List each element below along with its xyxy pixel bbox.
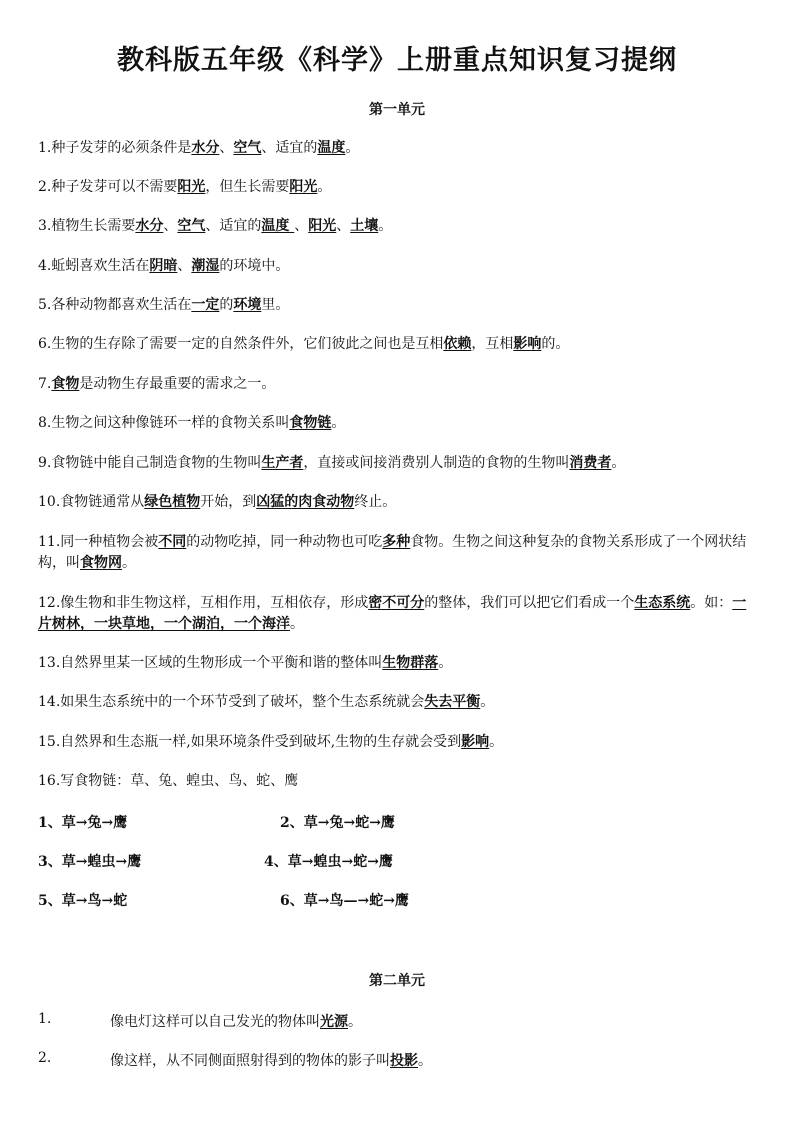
key-term: 生产者 (261, 455, 304, 471)
key-term: 阳光 (308, 218, 337, 234)
document-title: 教科版五年级《科学》上册重点知识复习提纲 (117, 45, 677, 76)
text-run: 14.如果生态系统中的一个环节受到了破坏，整个生态系统就会 (38, 694, 425, 710)
text-run: 、 (294, 218, 309, 234)
text-run: 是动物生存最重要的需求之一。 (79, 376, 276, 392)
key-term: 食物网 (80, 555, 122, 571)
unit2-item-text (110, 1011, 362, 1031)
key-term: 水分 (191, 140, 220, 156)
text-run: 16.写食物链：草、兔、蝗虫、鸟、蛇、鹰 (38, 773, 299, 789)
text-run: 2.种子发芽可以不需要 (38, 179, 178, 195)
text-run: 。 (122, 555, 136, 571)
text-run: 7. (38, 376, 52, 392)
key-term: 不同 (158, 534, 187, 550)
unit1-item (38, 593, 760, 635)
text-run: 食物。生物之间这种复杂的食物关系形成了一个网状结构，叫 (38, 534, 747, 571)
key-term: 密不可分 (368, 595, 425, 611)
key-term: 一片树林，一块草地，一个湖泊，一个海洋 (38, 595, 747, 632)
unit1-item (38, 334, 760, 355)
text-run: 。 (317, 179, 332, 195)
food-chain-4: 4、草→蝗虫→蛇→鹰 (264, 854, 393, 870)
key-term: 阳光 (289, 179, 318, 195)
food-chain-1: 1、草→兔→鹰 (38, 815, 128, 831)
key-term: 多种 (382, 534, 411, 550)
text-run: 、适宜的 (205, 218, 262, 234)
text-run: 的 (219, 297, 234, 313)
text-run: 。 (348, 1014, 362, 1030)
key-term: 空气 (177, 218, 206, 234)
text-run: 15.自然界和生态瓶一样,如果环境条件受到破坏,生物的生存就会受到 (38, 734, 462, 750)
key-term: 土壤 (350, 218, 379, 234)
unit2-item-text (110, 1050, 432, 1070)
key-term: 一定 (191, 297, 220, 313)
text-run: 的。 (541, 336, 570, 352)
unit1-item (38, 295, 760, 316)
unit1-item (38, 216, 760, 237)
text-run: 。 (378, 218, 393, 234)
unit2-item-number: 2. (38, 1050, 52, 1066)
unit1-heading: 第一单元 (369, 102, 425, 118)
text-run: 。 (418, 1053, 432, 1069)
text-run: 里。 (261, 297, 290, 313)
text-run: 。 (438, 655, 453, 671)
text-run: 的动物吃掉，同一种动物也可吃 (186, 534, 383, 550)
key-term: 依赖 (443, 336, 472, 352)
text-run: 5.各种动物都喜欢生活在 (38, 297, 192, 313)
text-run: ，直接或间接消费别人制造的食物的生物叫 (303, 455, 570, 471)
text-run: 的环境中。 (219, 258, 290, 274)
unit1-item (38, 771, 760, 792)
unit1-item (38, 374, 760, 395)
text-run: 、 (163, 218, 178, 234)
key-term: 阳光 (177, 179, 206, 195)
key-term: 光源 (320, 1014, 348, 1030)
unit2-item-number: 1. (38, 1011, 52, 1027)
key-term: 水分 (135, 218, 164, 234)
text-run: ，但生长需要 (205, 179, 290, 195)
text-run: 、 (336, 218, 351, 234)
text-run: 像电灯这样可以自己发光的物体叫 (110, 1014, 320, 1030)
text-run: 的整体，我们可以把它们看成一个 (424, 595, 635, 611)
unit1-item (38, 453, 760, 474)
text-run: 13.自然界里某一区域的生物形成一个平衡和谐的整体叫 (38, 655, 383, 671)
food-chain-5: 5、草→鸟→蛇 (38, 893, 128, 909)
unit1-item (38, 256, 760, 277)
text-run: 3.植物生长需要 (38, 218, 136, 234)
text-run: 像这样，从不同侧面照射得到的物体的影子叫 (110, 1053, 390, 1069)
text-run: 6.生物的生存除了需要一定的自然条件外，它们彼此之间也是互相 (38, 336, 444, 352)
text-run: 。 (331, 415, 346, 431)
text-run: 9.食物链中能自己制造食物的生物叫 (38, 455, 262, 471)
key-term: 空气 (233, 140, 262, 156)
key-term: 阴暗 (149, 258, 178, 274)
unit1-item (38, 492, 760, 513)
key-term: 凶猛的肉食动物 (256, 494, 355, 510)
key-term: 温度 (261, 218, 295, 234)
key-term: 消费者 (569, 455, 612, 471)
unit1-item (38, 532, 760, 574)
text-run: 开始，到 (200, 494, 257, 510)
text-run: 终止。 (354, 494, 397, 510)
key-term: 食物 (51, 376, 80, 392)
unit1-item (38, 413, 760, 434)
key-term: 环境 (233, 297, 262, 313)
text-run: 、适宜的 (261, 140, 318, 156)
text-run: 、 (219, 140, 234, 156)
unit2-heading: 第二单元 (369, 973, 425, 989)
unit1-item (38, 692, 760, 713)
text-run: 。 (489, 734, 504, 750)
text-run: 。 (290, 616, 304, 632)
unit1-item (38, 177, 760, 198)
text-run: 4.蚯蚓喜欢生活在 (38, 258, 150, 274)
key-term: 投影 (390, 1053, 418, 1069)
key-term: 失去平衡 (424, 694, 481, 710)
text-run: 、 (177, 258, 192, 274)
text-run: ，互相 (471, 336, 514, 352)
text-run: 10.食物链通常从 (38, 494, 145, 510)
food-chain-3: 3、草→蝗虫→鹰 (38, 854, 142, 870)
unit1-item (38, 732, 760, 753)
unit1-item (38, 138, 760, 159)
text-run: 。如： (690, 595, 733, 611)
key-term: 温度 (317, 140, 346, 156)
key-term: 影响 (513, 336, 542, 352)
text-run: 1.种子发芽的必须条件是 (38, 140, 192, 156)
text-run: 11.同一种植物会被 (38, 534, 159, 550)
food-chain-2: 2、草→兔→蛇→鹰 (280, 815, 395, 831)
text-run: 。 (480, 694, 495, 710)
text-run: 12.像生物和非生物这样，互相作用，互相依存，形成 (38, 595, 369, 611)
text-run: 8.生物之间这种像链环一样的食物关系叫 (38, 415, 290, 431)
unit1-item (38, 653, 760, 674)
key-term: 绿色植物 (144, 494, 201, 510)
text-run: 。 (611, 455, 626, 471)
key-term: 潮湿 (191, 258, 220, 274)
key-term: 影响 (461, 734, 490, 750)
key-term: 食物链 (289, 415, 332, 431)
key-term: 生物群落 (382, 655, 439, 671)
key-term: 生态系统 (634, 595, 691, 611)
food-chain-6: 6、草→鸟—→蛇→鹰 (280, 893, 409, 909)
text-run: 。 (345, 140, 360, 156)
